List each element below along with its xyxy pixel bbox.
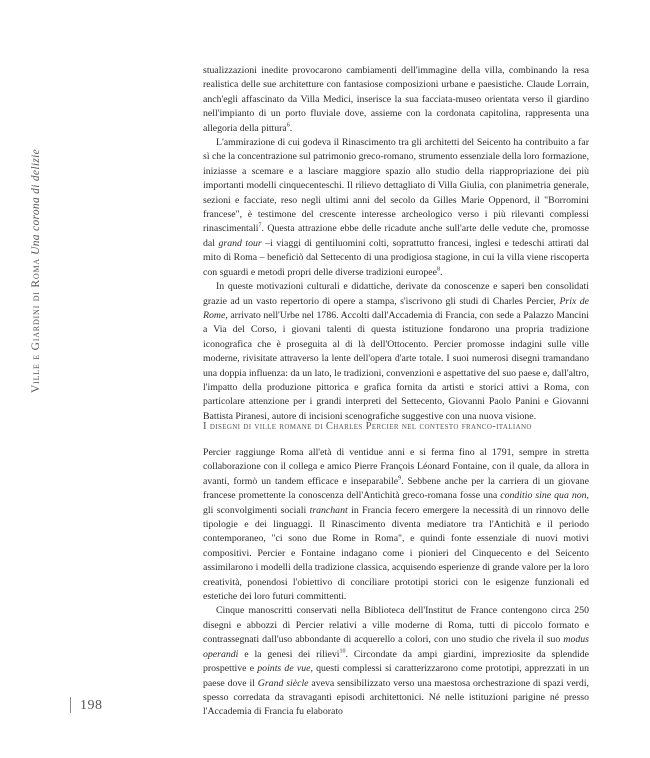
paragraph: stualizzazioni inedite provocarono cambiamenti dell'immagine della villa, combinando la resa realistica delle sue architetture con fantasiose composizioni urbane e paesistiche. Claude Lorrain, anch'egli affascinato da Villa Medici, inserisce la sua facciata-museo orientata verso il giardino nell'impianto di un porto fluviale dove, assieme con la cordonata capitolina, rappresenta una allegoria della pittura$^6$. <box>203 65 589 134</box>
body-text-section <box>203 446 589 720</box>
italic-term: points de vue <box>257 663 311 675</box>
running-head-subtitle: Una corona di delizie <box>30 148 42 255</box>
folio-rule <box>70 697 71 713</box>
paragraph-text: Cinque manoscritti conservati nella Biblioteca dell'Institut de France contengono circa 250 disegni e abbozzi di Percier relativi a ville moderne di Roma, tutti di piccolo formato e contrassegnati dall'uso abbondante di acquerello a colori, con uno studio che rivela il suo <box>203 605 589 646</box>
paragraph-text: , arrivato nell'Urbe nel 1786. Accolti dall'Accademia di Francia, con sede a Palazzo Mancini a Via del Corso, i giovani talenti di questa istituzione fondarono una propria tradizione iconografica che è proseguita al di là dell'Ottocento. Percier promosse indagini sulle ville moderne, rivisitate attraverso la lente dell'opera d'arte totale. I suoi numerosi disegni tramandano una doppia influenza: da un lato, le tradizioni, convenzioni e aspettative del suo paese e, dall'altro, l'impatto della produzione pittorica e grafica fornita da artisti e storici attivi a Roma, con particolare attenzione per i grandi interpreti del Settecento, Giovanni Paolo Panini e Giovanni Battista Piranesi, autore di incisioni scenografiche suggestive con una nuova visione. <box>203 309 589 422</box>
italic-term: Prix de Rome <box>203 295 589 321</box>
paragraph-text: In queste motivazioni culturali e didattiche, derivate da conoscenze e saperi ben consolidati grazie ad un vasto repertorio di opere a stampa, s'iscrivono gli studi di Charles Percier, <box>203 281 589 307</box>
italic-term: modus operandi <box>203 634 589 660</box>
paragraph-text: . Circondate da ampi giardini, impreziosite da splendide prospettive e <box>203 648 589 675</box>
paragraph-text: aveva sensibilizzato verso una maestosa orchestrazione di spazi verdi, spesso corredata da stravaganti episodi architettonici. Né nelle istituzioni parigine né presso l'Accademia di Francia fu elaborato <box>203 677 589 718</box>
body-text <box>203 64 589 424</box>
running-head-title: Ville e Giardini di Roma <box>30 258 42 393</box>
italic-term: conditio sine qua non <box>500 490 587 502</box>
page-number: 198 <box>80 698 103 713</box>
paragraph-text: e la genesi dei rilievi <box>238 648 340 660</box>
footnote-ref: 7 <box>258 223 262 230</box>
paragraph-text: in Francia fecero emergere la necessità di un rinnovo delle tipologie e dei linguaggi. Il Rinascimento diventa mediatore tra l'Antichità e il periodo contemporaneo, "ci sono due Rome in Roma", e quindi fonte essenziale di nuovi motivi compositivi. Percier e Fontaine indagano come i pionieri del Cinquecento e del Seicento assimilarono i modelli della tradizione classica, acquisendo esperienze di grande valore per la loro creatività, ponendosi l'obiettivo di conciliare prototipi storici con le esigenze funzionali ed estetiche dei loro futuri committenti. <box>203 504 589 603</box>
footnote-ref: 9 <box>398 475 402 482</box>
paragraph-text: , gli sconvolgimenti sociali <box>203 490 589 516</box>
footnote-ref: 10 <box>339 648 346 655</box>
italic-term: tranchant <box>309 504 348 516</box>
paragraph-text: . Questa attrazione ebbe delle ricadute anche sull'arte delle vedute che, promosse dal <box>203 223 589 249</box>
paragraph-text: –i viaggi di gentiluomini colti, soprattutto francesi, inglesi e tedeschi attirati dal mito di Roma – beneficiò dal Settecento di una prodigiosa stagione, in cui la villa viene riscoperta con sguardi e metodi propri delle diverse tradizioni europee <box>203 237 589 278</box>
paragraph-text: L'ammirazione di cui godeva il Rinascimento tra gli architetti del Seicento ha contribuito a far sì che la concentrazione sul patrimonio greco-romano, strumento essenziale della loro formazione, iniziasse a scemare e a lasciare maggiore spazio allo studio della riappropriazione dei più importanti modelli cinquecenteschi. Il rilievo dettagliato di Villa Giulia, con planimetria generale, sezioni e facciate, reso negli ultimi anni del secolo da Gilles Marie Oppenord, il "Borromini francese", è testimone del crescente interesse archeologico verso i più rilevanti complessi rinascimentali <box>203 137 590 235</box>
italic-term: Grand siècle <box>257 677 309 689</box>
paragraph <box>203 280 589 424</box>
paragraph-text: stualizzazioni inedite provocarono cambiamenti dell'immagine della villa, combinando la resa realistica delle sue architetture con fantasiose composizioni urbane e paesistiche. Claude Lorrain, anch'egli affascinato da Villa Medici, inserisce la sua facciata-museo orientata verso il giardino nell'impianto di un porto fluviale dove, assieme con la cordonata capitolina, rappresenta una allegoria della pittura <box>203 65 589 134</box>
paragraph-text: , questi complessi si caratterizzarono come prototipi, apprezzati in un paese dove il <box>203 663 589 689</box>
italic-term: grand tour <box>218 237 262 249</box>
footnote-ref: 6 <box>286 122 290 129</box>
paragraph <box>203 604 589 719</box>
section-heading: I disegni di ville romane di Charles Percier nel contesto franco-italiano <box>203 421 532 432</box>
footnote-ref: 8 <box>436 266 440 273</box>
running-head <box>30 148 44 393</box>
paragraph <box>203 446 589 604</box>
paragraph-text: . Sebbene anche per la carriera di un giovane francese promettente la conoscenza dell'Antichità greco-romana fosse una <box>203 475 589 502</box>
paragraph-text: Percier raggiunge Roma all'età di ventidue anni e si ferma fino al 1791, sempre in stretta collaborazione con il collega e amico Pierre François Léonard Fontaine, con il quale, da allora in avanti, formò un tandem efficace e inseparabile <box>203 447 589 487</box>
paragraph: L'ammirazione di cui godeva il Rinascimento tra gli architetti del Seicento ha contribuito a far sì che la concentrazione sul patrimonio greco-romano, strumento essenziale della loro formazione, iniziasse a scemare e a lasciare maggiore spazio allo studio della riappropriazione dei più importanti modelli cinquecenteschi. Il rilievo dettagliato di Villa Giulia, con planimetria generale, sezioni e facciate, reso negli ultimi anni del secolo da Gilles Marie Oppenord, il "Borromini francese", è testimone del crescente interesse archeologico verso i più rilevanti complessi rinascimentali$^7$. Questa attrazione ebbe delle ricadute anche sull'arte delle vedute che, promosse dal grand tour –i viaggi di gentiluomini colti, soprattutto francesi, inglesi e tedeschi attirati dal mito di Roma – beneficiò dal Settecento di una prodigiosa stagione, in cui la villa viene riscoperta con sguardi e metodi propri delle diverse tradizioni europee$^8$. <box>203 137 590 278</box>
